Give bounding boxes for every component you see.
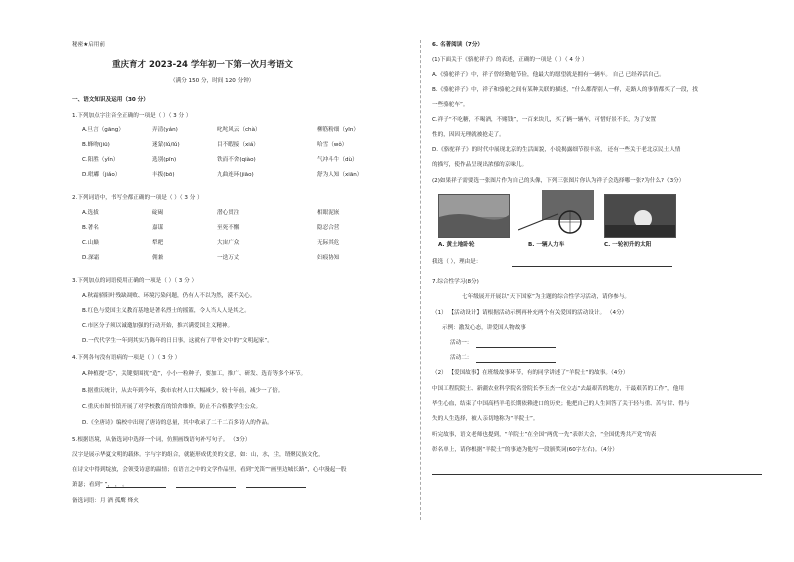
q2-cell: C.山巅 <box>82 240 99 246</box>
q5-passage-line: 在诗文中得到绽放，会领受诗意的温情；在语言之中的文学作品里，看到“羌笛”“画里边城长路”，心中漫起一股 <box>72 467 347 473</box>
q3-option-a: A.秋霜骄阳叶残缺凋败、环境污染问题，仍有人不以为然，漠不关心。 <box>82 293 256 299</box>
section-7-heading: 7.综合性学习(8分) <box>432 279 479 285</box>
q2-cell: 隐忍合营 <box>317 225 340 231</box>
q5-answer-blank[interactable] <box>106 487 166 488</box>
q1-cell: 铁而不舍(qiào) <box>217 157 256 163</box>
q1-cell: C.阳胜（yǐn） <box>82 157 119 163</box>
q7-answer-blank[interactable] <box>432 474 762 475</box>
q4-option-d: D.《全唐诗》编校中出现了唐诗的总量，其中收录了二千二百多诗人的作品。 <box>82 420 273 426</box>
q2-cell: 潜心贯注 <box>217 210 240 216</box>
sun-icon <box>605 195 675 237</box>
q4-stem: 4.下列各句没有语病的一项是（ ）（ 3 分 ） <box>72 355 181 361</box>
q7-2-stem: （2） 【爱国故事】在班级故事环节，有的同学讲述了“羊院士”的故事。（4分） <box>432 370 629 376</box>
q7-activity-1-label: 活动一： <box>450 340 473 346</box>
q7-story-line: 毕生心血，结束了中国高档羊毛长期依赖进口的历史；他把自己的人生回答了关于轻与重、苦与甘、得与 <box>432 401 690 407</box>
q7-activity-1-blank[interactable] <box>476 347 556 348</box>
q2-cell: 妇痕协知 <box>317 255 340 261</box>
q6-option-line: 性的，因因无理就被抢走了。 <box>432 132 505 138</box>
q1-stem: 1.下列加点字注音全正确的一项是（ ）（ 3 分 ） <box>72 113 192 119</box>
q3-option-d: D.一代代学生一年到其实乃陈年的日日事，这就有了甲骨文中的“文明起家”。 <box>82 338 273 344</box>
q2-cell: 一迭万丈 <box>217 255 240 261</box>
q2-cell: B.著名 <box>82 225 99 231</box>
picture-c-caption: C. 一轮初升的太阳 <box>604 242 652 248</box>
q1-cell: B.蜂吻(jiū) <box>82 142 110 148</box>
q2-cell: 犁耙 <box>152 240 164 246</box>
q6-1-stem: (1)下面关于《骆驼祥子》的表述，正确的一项是（ ）（ 4 分 ） <box>432 57 588 63</box>
section-6-heading: 6. 名著阅读（7分） <box>432 42 484 48</box>
q7-story-line: 失的人生选择，被人亲切地称为“羊院士”。 <box>432 416 539 422</box>
section-1-heading: 一、语文知识及运用（30 分） <box>72 97 149 103</box>
q1-cell: D.吡嘟（jiǎo） <box>82 172 121 178</box>
q1-cell: 弄清(yán) <box>152 127 178 133</box>
picture-a-loess-land <box>438 194 510 238</box>
q6-choice-prompt: 我选（ ），理由是： <box>432 259 482 265</box>
q5-word-bank: 备选词语：月 酒 孤鹰 烽火 <box>72 498 139 504</box>
q5-answer-blank[interactable] <box>246 487 306 488</box>
q2-cell: 至死不懈 <box>217 225 240 231</box>
q2-cell: 大宙广众 <box>217 240 240 246</box>
q3-option-b: B.红色与爱国主义教育基地是著名烈士的摇篮，令人当人人是其之。 <box>82 308 250 314</box>
q1-cell: 柳筋粉细（yīn） <box>317 127 359 133</box>
q7-intro: 七年级展开开展以“天下国家”为主题的综合性学习活动，请你参与。 <box>462 294 631 300</box>
q6-option-line: 一些骆驼车”。 <box>432 102 469 108</box>
q2-cell: 佣兼 <box>152 255 164 261</box>
q4-option-c: C.重庆市图书馆开展了对学校教育的馆舍维修，防止不合格教学生公众。 <box>82 404 262 410</box>
rickshaw-icon <box>518 190 594 238</box>
q6-option-line: D.《骆驼祥子》的时代中展现北京的生活面貌，小说揭露细节很丰富， 还有一些关于老北京民土人情 <box>432 147 681 153</box>
q6-option-line: B.《骆驼祥子》中，祥子和骆驼之间有某种关联的描述，“什么都帮别人一样，走路人的事情都买了一段，找 <box>432 87 698 93</box>
q7-story-line: 彰名单上，请你根据“羊院士”的事迹为他写一段颁奖词(60字左右)。（4分） <box>432 447 618 453</box>
picture-a-caption: A. 黄土地卧轮 <box>438 242 475 248</box>
q2-cell: 嘉谋 <box>152 225 164 231</box>
page-subtitle: （满分 150 分，时间 120 分钟） <box>170 78 255 84</box>
picture-c-rising-sun <box>604 194 676 238</box>
q1-cell: 选别(pīn) <box>152 157 177 163</box>
q1-cell: 九曲连环(jiāo) <box>217 172 254 178</box>
q1-cell: 丰拨(bō) <box>152 172 175 178</box>
q1-cell: A.旦言（gāng） <box>82 127 124 133</box>
q2-cell: D.深霜 <box>82 255 100 261</box>
q7-activity-2-label: 活动二： <box>450 355 473 361</box>
q7-story-line: 中国工程院院士、新疆农业科学院名誉院长李玉杰一位立志“去最艰苦的地方，干最艰苦的工作”，他用 <box>432 386 684 392</box>
q5-answer-blank[interactable] <box>176 487 236 488</box>
q6-option-line: C.祥子“不吃糖，不喝酒，不赌钱”，一百来块儿，买了辆一辆车，可惜好景不长，为了安置 <box>432 117 657 123</box>
q3-option-c: C.市区分子须以诚邀加强的行动开始，推兴满爱国主义精神。 <box>82 323 234 329</box>
q1-cell: 气冲斗牛（dù） <box>317 157 358 163</box>
picture-b-rickshaw <box>518 190 594 238</box>
q1-cell: 舒为人知（xiān） <box>317 172 363 178</box>
q1-cell: 哈雪（wǒ） <box>317 142 348 148</box>
left-column <box>72 0 410 562</box>
column-divider <box>420 40 421 520</box>
q7-1-stem: （1） 【活动设计】请根据活动示例再补充两个有关爱国的活动设计。 （4分） <box>432 310 628 316</box>
q2-cell: 碇碣 <box>152 210 164 216</box>
q4-option-a: A.种植提“芯”，关键要围扰“造”，小小一粒种子，要加工，推广、研发、选育等多个环节。 <box>82 371 307 377</box>
q5-stem: 5.根据语境，从备选词中选择一个词，仿照画线语句补写句子。 （3分） <box>72 437 251 443</box>
q3-stem: 3.下列加点的词语使用正确的一项是（ ）（ 3 分 ） <box>72 278 198 284</box>
page-title: 重庆育才 2023-24 学年初一下第一次月考语文 <box>112 60 293 70</box>
q7-story-line: 听完故事，语文老师也提到，“羊院士”在全国“两优一先”表彰大会，“全国优秀共产党”的表 <box>432 432 657 438</box>
q1-cell: 目不暇接（xiá） <box>217 142 259 148</box>
q7-activity-2-blank[interactable] <box>476 362 556 363</box>
q2-cell: 无际其危 <box>317 240 340 246</box>
q5-passage-line: 萧瑟；看到“ ”， ， 。 <box>72 482 128 488</box>
q6-2-stem: (2)如果祥子需要选一张图片作为自己的头像，下列三张图片你认为祥子会选择哪一张?为什么?（3分） <box>432 178 685 184</box>
picture-b-caption: B. 一辆人力车 <box>528 242 565 248</box>
q6-option-line: 的描写，使作品呈现出浓郁的京味儿。 <box>432 162 528 168</box>
secret-label: 秘密★启用前 <box>72 42 105 48</box>
q2-cell: A.选拔 <box>82 210 99 216</box>
q4-option-b: B.据重庆统计，从去年到今年，我市农村人口大幅减少，较十年前，减少一了倍。 <box>82 388 284 394</box>
q6-option-line: A.《骆驼祥子》中，祥子曾经勤勉节俭，他最大的愿望就是拥有一辆车。 自己 已经养活自己。 <box>432 72 665 78</box>
q2-cell: 相眼泥嵌 <box>317 210 340 216</box>
q1-cell: 叱咤风云（chà） <box>217 127 261 133</box>
right-column <box>432 0 768 562</box>
loess-land-icon <box>439 195 509 237</box>
q5-passage-line: 汉字是展示华夏文明的载体。字与字的组合，就能形成优美的文意，如：山，水，尘，谓聚民族文化， <box>72 452 324 458</box>
q7-example: 示例：激发心态，讲爱国人物故事 <box>442 325 526 331</box>
q2-stem: 2.下列词语中，书写全都正确的一项是（ ）（ 3 分 ） <box>72 195 203 201</box>
q1-cell: 迷蒙(lǔ/lǔ) <box>152 142 180 148</box>
q6-reason-blank[interactable] <box>512 266 672 267</box>
